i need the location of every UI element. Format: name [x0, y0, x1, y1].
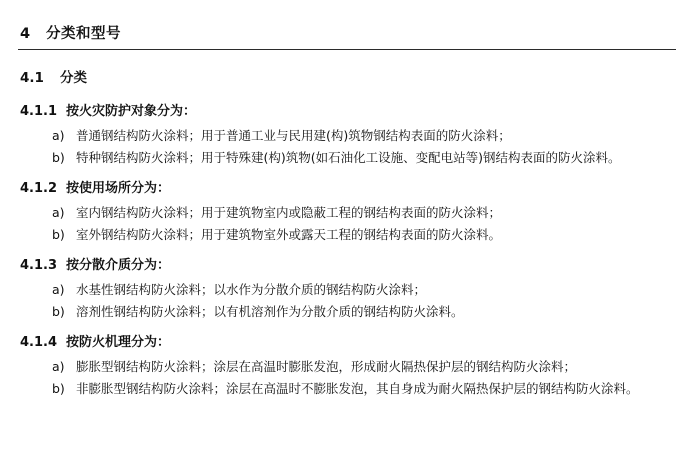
list-text: 膨胀型钢结构防火涂料；涂层在高温时膨胀发泡，形成耐火隔热保护层的钢结构防火涂料； — [76, 359, 577, 374]
clause-heading-4-1-1 — [20, 100, 676, 119]
list-marker: b) — [52, 304, 65, 319]
clause-heading-4-1-4 — [20, 331, 676, 350]
list-text: 室内钢结构防火涂料；用于建筑物室内或隐蔽工程的钢结构表面的防火涂料； — [76, 205, 502, 220]
list-text: 水基性钢结构防火涂料；以水作为分散介质的钢结构防火涂料； — [76, 282, 427, 297]
list-item — [18, 280, 676, 299]
clause-title: 按防火机理分为： — [66, 335, 171, 350]
section-number: 4 — [20, 26, 31, 42]
subsection-number: 4.1 — [20, 70, 44, 86]
clause-number: 4.1.2 — [20, 181, 58, 196]
list-item — [18, 357, 676, 376]
list-item — [18, 203, 676, 222]
clause-heading-4-1-3 — [20, 254, 676, 273]
list-text: 非膨胀型钢结构防火涂料；涂层在高温时不膨胀发泡，其自身成为耐火隔热保护层的钢结构防火涂料。 — [76, 381, 639, 396]
clause-number: 4.1.3 — [20, 258, 58, 273]
list-text: 溶剂性钢结构防火涂料；以有机溶剂作为分散介质的钢结构防火涂料。 — [76, 304, 464, 319]
list-item — [18, 225, 676, 244]
list-marker: a) — [52, 282, 65, 297]
section-heading — [20, 22, 676, 49]
clause-list-4-1-1 — [18, 126, 676, 167]
list-marker: a) — [52, 205, 65, 220]
list-marker: a) — [52, 359, 65, 374]
list-text: 普通钢结构防火涂料；用于普通工业与民用建(构)筑物钢结构表面的防火涂料； — [76, 128, 511, 143]
list-item — [18, 126, 676, 145]
list-marker: b) — [52, 150, 65, 165]
heading-divider — [18, 49, 676, 50]
clause-title: 按使用场所分为： — [66, 181, 171, 196]
clause-list-4-1-3 — [18, 280, 676, 321]
clause-title: 按火灾防护对象分为： — [66, 104, 197, 119]
clause-number: 4.1.1 — [20, 104, 58, 119]
subsection-heading — [20, 66, 676, 86]
clause-list-4-1-4 — [18, 357, 676, 398]
section-title: 分类和型号 — [46, 26, 121, 42]
list-marker: a) — [52, 128, 65, 143]
list-item — [18, 148, 676, 167]
subsection-title: 分类 — [60, 70, 87, 86]
list-item — [18, 302, 676, 321]
clause-number: 4.1.4 — [20, 335, 58, 350]
list-text: 特种钢结构防火涂料；用于特殊建(构)筑物(如石油化工设施、变配电站等)钢结构表面的防火涂料。 — [76, 150, 621, 165]
clause-heading-4-1-2 — [20, 177, 676, 196]
list-text: 室外钢结构防火涂料；用于建筑物室外或露天工程的钢结构表面的防火涂料。 — [76, 227, 502, 242]
list-marker: b) — [52, 227, 65, 242]
list-item — [18, 379, 676, 398]
clause-title: 按分散介质分为： — [66, 258, 171, 273]
list-marker: b) — [52, 381, 65, 396]
clause-list-4-1-2 — [18, 203, 676, 244]
